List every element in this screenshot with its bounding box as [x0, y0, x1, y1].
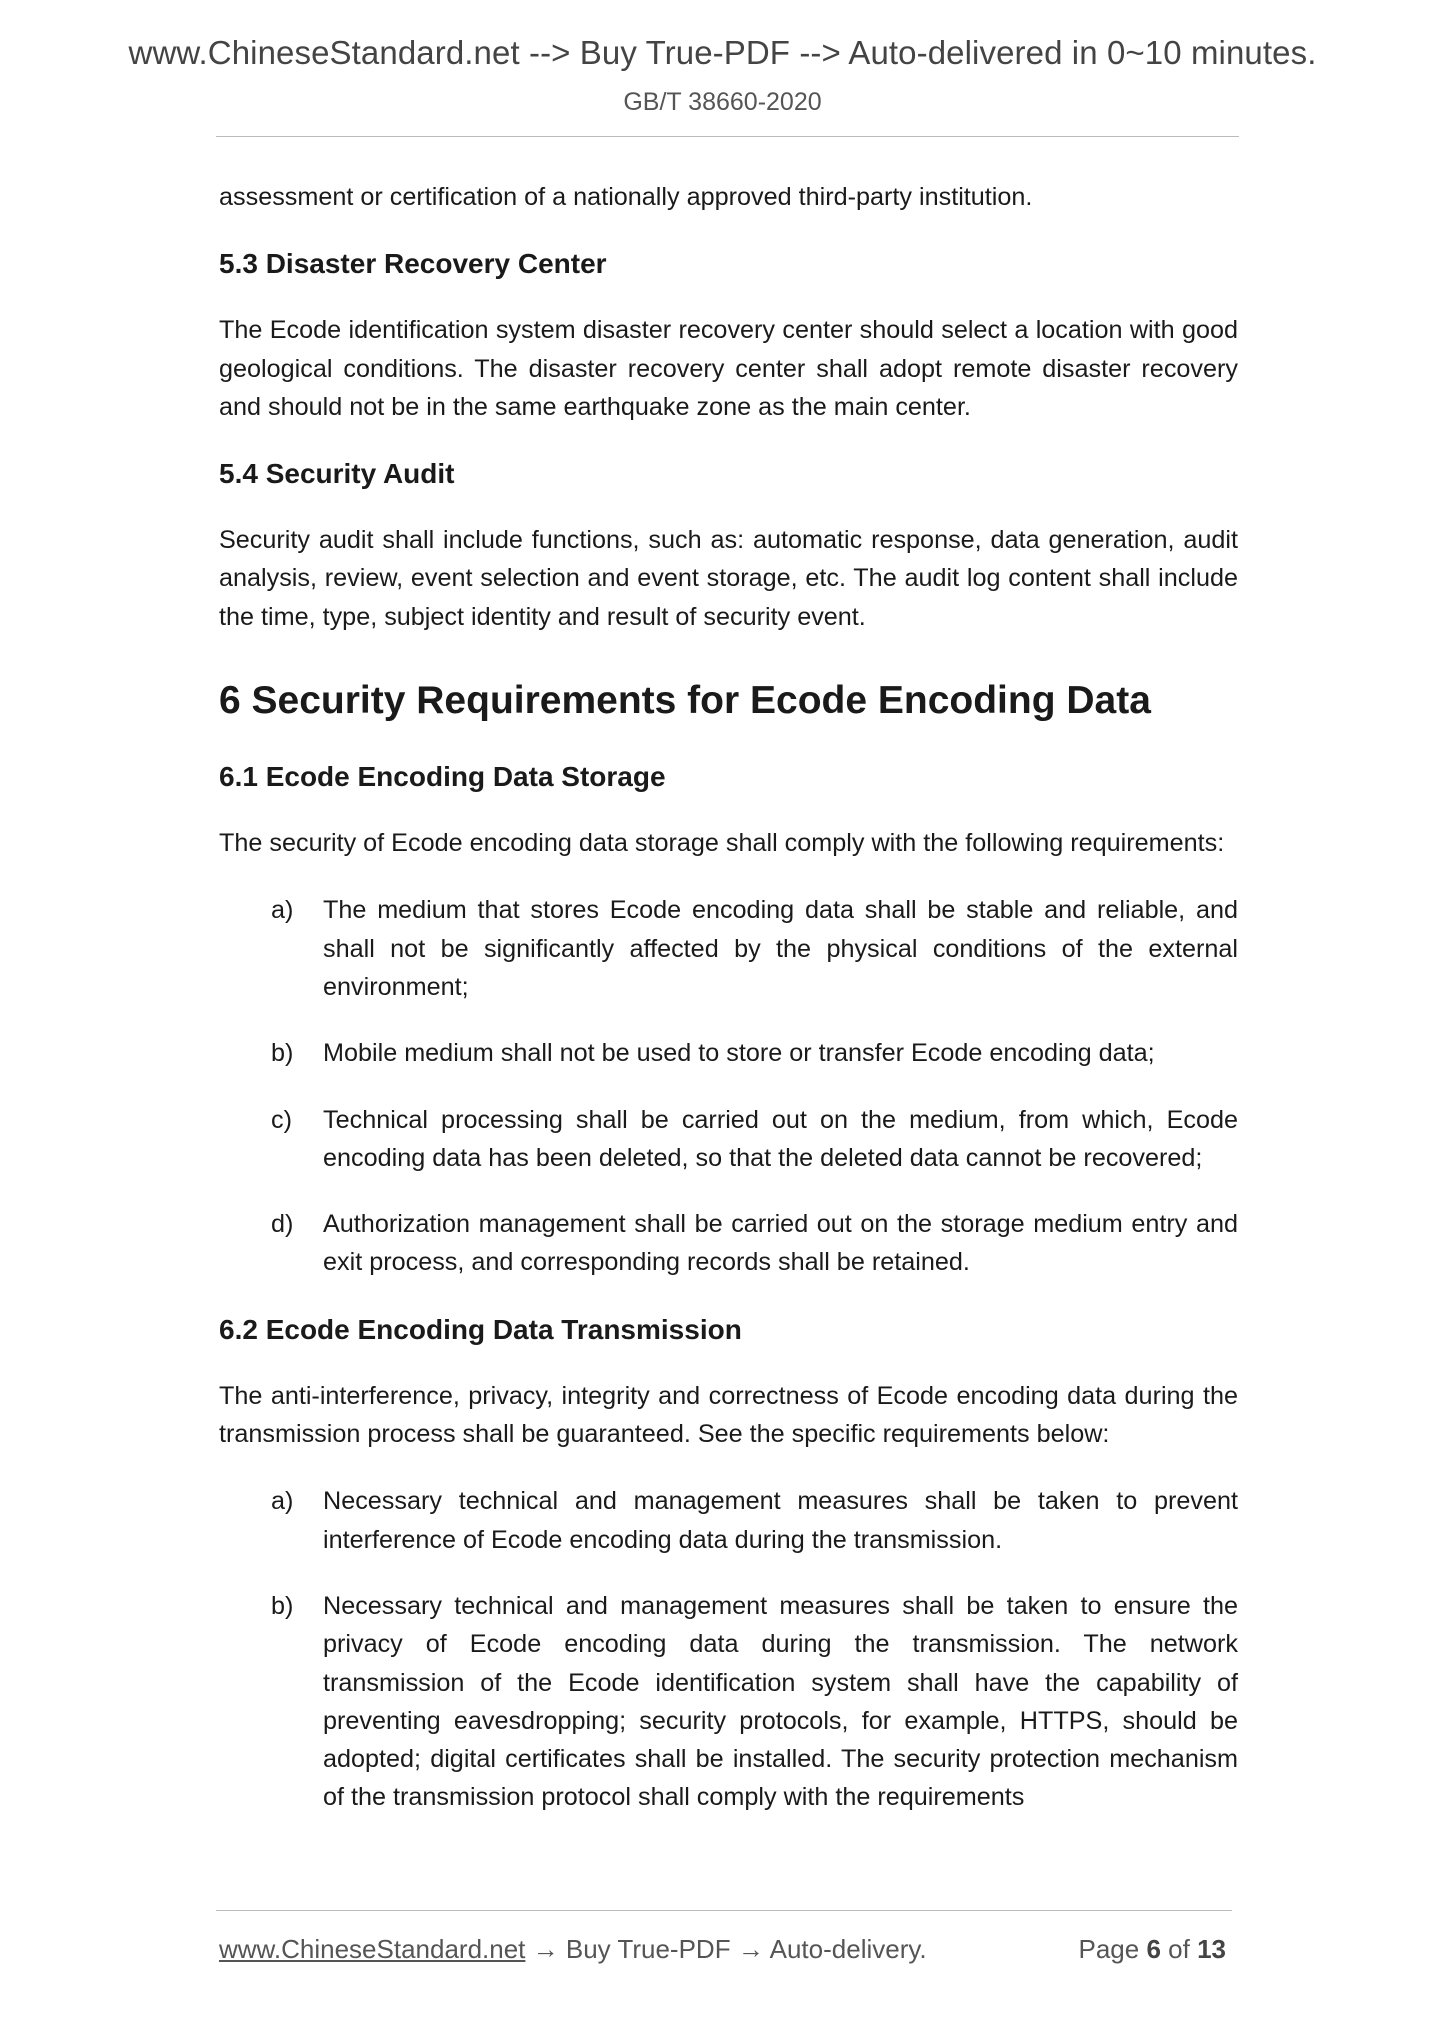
- list-item-label: b): [271, 1591, 294, 1620]
- header-divider: [216, 136, 1239, 137]
- section-6-1-intro: The security of Ecode encoding data storage shall comply with the following requirements:: [219, 829, 1225, 858]
- section-6-heading: 6 Security Requirements for Ecode Encoding Data: [219, 679, 1151, 723]
- list-item-label: a): [271, 896, 294, 925]
- page-indicator: [1078, 1934, 1226, 1965]
- list-item-text: Necessary technical and management measures shall be taken to prevent interference of Ecode encoding data during the transmission.: [323, 1487, 1238, 1554]
- arrow-right-icon: →: [737, 1934, 764, 1964]
- list-item-label: b): [271, 1039, 294, 1068]
- list-item: [219, 1034, 1238, 1072]
- page-footer: [219, 1934, 1232, 1968]
- list-item-text: Technical processing shall be carried out on the medium, from which, Ecode encoding data has been deleted, so that the deleted data cannot be recovered;: [323, 1105, 1238, 1172]
- section-5-4-paragraph: Security audit shall include functions, such as: automatic response, data generation, audit analysis, review, event selection and event storage, etc. The audit log content shall include the time, type, subject identity and result of security event.: [219, 526, 1238, 631]
- footer-delivery-text: Auto-delivery.: [769, 1934, 927, 1964]
- continuation-paragraph: assessment or certification of a nationally approved third-party institution.: [219, 183, 1033, 211]
- list-item-text: Authorization management shall be carried out on the storage medium entry and exit process, and corresponding records shall be retained.: [323, 1210, 1238, 1277]
- page-current: 6: [1146, 1934, 1161, 1964]
- list-item: [219, 891, 1238, 1006]
- list-item: [219, 1205, 1238, 1282]
- standard-code: GB/T 38660-2020: [623, 88, 822, 116]
- document-body: [219, 178, 1238, 1817]
- section-6-1-heading: 6.1 Ecode Encoding Data Storage: [219, 761, 666, 793]
- list-item: [219, 1482, 1238, 1559]
- section-6-2-heading: 6.2 Ecode Encoding Data Transmission: [219, 1313, 742, 1345]
- section-5-4-heading: 5.4 Security Audit: [219, 458, 455, 490]
- footer-buy-text: Buy True-PDF: [565, 1934, 731, 1964]
- list-item-label: a): [271, 1487, 294, 1516]
- page-total: 13: [1197, 1934, 1226, 1964]
- list-item-label: d): [271, 1210, 294, 1239]
- list-item-label: c): [271, 1105, 292, 1134]
- page-of: of: [1168, 1934, 1190, 1964]
- site-banner[interactable]: www.ChineseStandard.net --> Buy True-PDF --> Auto-delivered in 0~10 minutes.: [128, 34, 1317, 71]
- arrow-right-icon: →: [532, 1934, 559, 1964]
- footer-site-link[interactable]: www.ChineseStandard.net: [219, 1934, 526, 1964]
- section-5-3-paragraph: The Ecode identification system disaster recovery center should select a location with good geological conditions. The disaster recovery center shall adopt remote disaster recovery and should not be in the same earthquake zone as the main center.: [219, 316, 1238, 421]
- list-item-text: The medium that stores Ecode encoding data shall be stable and reliable, and shall not be significantly affected by the physical conditions of the external environment;: [323, 896, 1238, 1001]
- list-item: [219, 1587, 1238, 1817]
- list-item-text: Mobile medium shall not be used to store or transfer Ecode encoding data;: [323, 1039, 1155, 1068]
- page-label: Page: [1078, 1934, 1140, 1964]
- section-5-3-heading: 5.3 Disaster Recovery Center: [219, 248, 607, 280]
- section-6-2-intro: The anti-interference, privacy, integrity and correctness of Ecode encoding data during the transmission process shall be guaranteed. See the specific requirements below:: [219, 1381, 1238, 1449]
- footer-divider: [216, 1910, 1232, 1911]
- list-item: [219, 1101, 1238, 1178]
- list-item-text: Necessary technical and management measures shall be taken to ensure the privacy of Ecode encoding data during the transmission. The network transmission of the Ecode identification system shall have the capability of preventing eavesdropping; security protocols, for example, HTTPS, should be adopted; digital certificates shall be installed. The security protection mechanism of the transmission protocol shall comply with the requirements: [323, 1591, 1238, 1812]
